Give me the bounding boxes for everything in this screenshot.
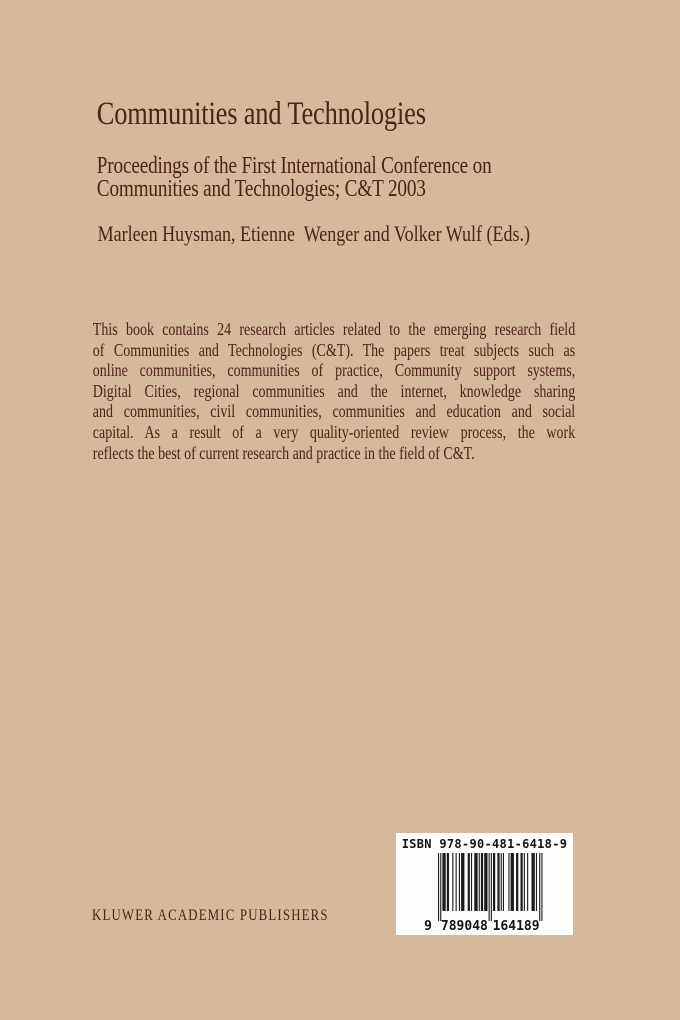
editors-line: Marleen Huysman, Etienne Wenger and Volker Wulf (Eds.) [97, 221, 530, 246]
barcode-digit-group2: 164189 [492, 919, 540, 931]
description-line: reflects the best of current research and practice in the field of C&T. [92, 442, 475, 463]
barcode-bars [438, 853, 543, 921]
barcode-box [396, 833, 573, 935]
ean-barcode-icon [420, 853, 550, 931]
barcode-digit-left: 9 [424, 919, 432, 931]
description-line: and communities, civil communities, communities and education and social [92, 401, 576, 422]
description-line: online communities, communities of practice, Community support systems, [92, 360, 576, 381]
description-line: of Communities and Technologies (C&T). The papers treat subjects such as [92, 339, 576, 360]
subtitle-line-1: Proceedings of the First International Conference on [96, 153, 492, 179]
publisher-name: KLUWER ACADEMIC PUBLISHERS [92, 907, 329, 924]
isbn-label: ISBN 978-90-481-6418-9 [401, 837, 568, 851]
subtitle [97, 155, 492, 201]
description-line: Digital Cities, regional communities and the internet, knowledge sharing [92, 380, 576, 401]
page-title: Communities and Technologies [96, 96, 426, 132]
description-line: This book contains 24 research articles related to the emerging research field [92, 319, 576, 339]
description-paragraph [93, 319, 575, 463]
description-line: capital. As a result of a very quality-oriented review process, the work [92, 421, 576, 442]
subtitle-line-2: Communities and Technologies; C&T 2003 [96, 176, 426, 202]
barcode-digit-group1: 789048 [440, 919, 488, 931]
